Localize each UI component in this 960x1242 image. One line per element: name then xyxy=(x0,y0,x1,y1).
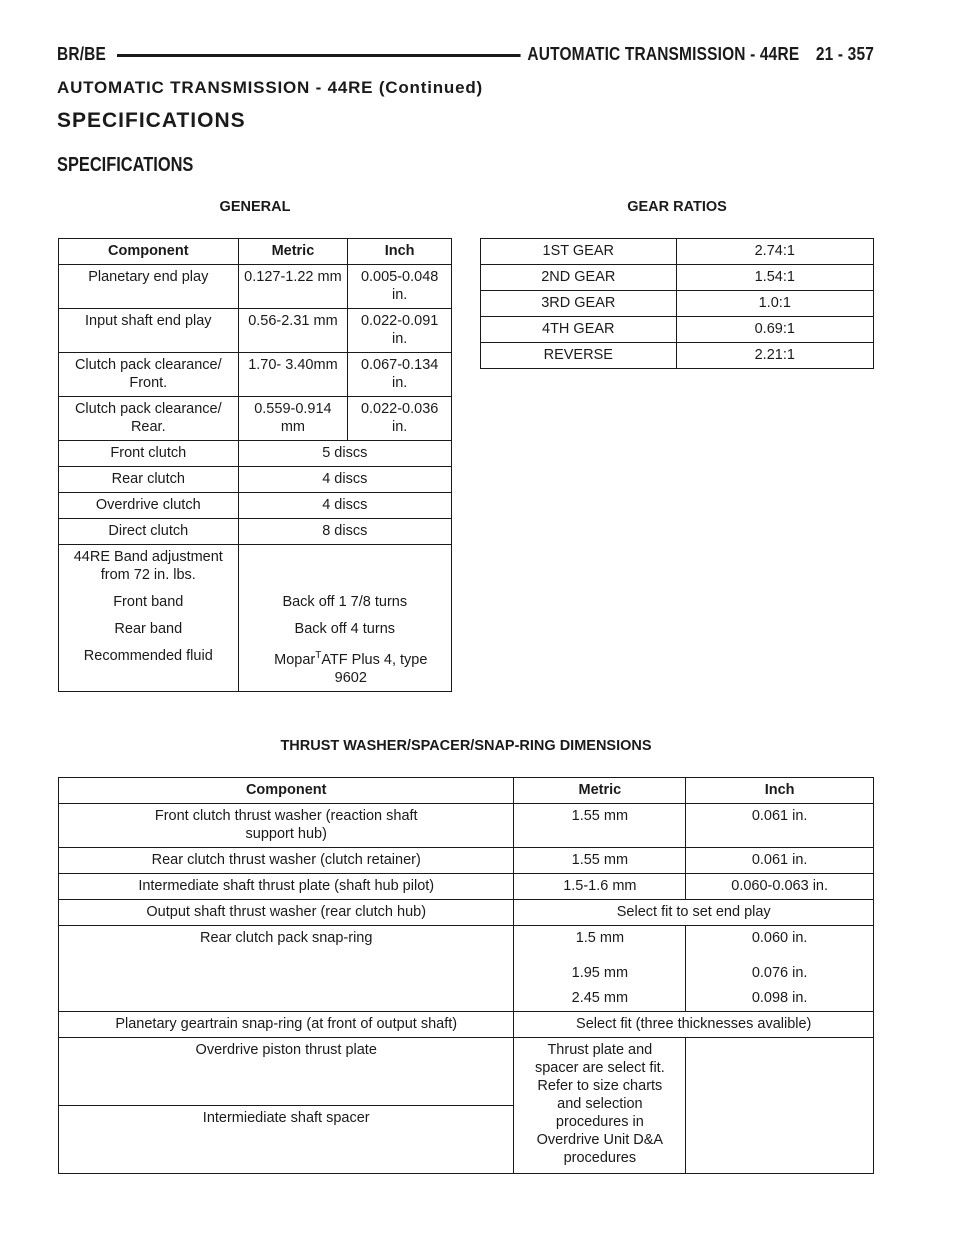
cell-component: Rear clutch pack snap-ring xyxy=(59,926,514,1012)
cell-component: Rear clutch thrust washer (clutch retainer) xyxy=(59,848,514,874)
table-row xyxy=(59,493,452,519)
table-row xyxy=(481,317,874,343)
table-row xyxy=(59,519,452,545)
cell-metric: 1.95 mm xyxy=(514,961,686,986)
cell-component: Input shaft end play xyxy=(59,309,239,353)
cell-inch: 0.098 in. xyxy=(686,986,874,1012)
table-row xyxy=(59,874,874,900)
table-row xyxy=(59,926,874,962)
cell-inch: 0.005-0.048 in. xyxy=(348,265,452,309)
cell-gear: 1ST GEAR xyxy=(481,239,677,265)
general-table xyxy=(58,238,452,692)
fluid-brand: Mopar xyxy=(274,651,316,668)
thrust-table xyxy=(58,777,874,1174)
table-row xyxy=(481,239,874,265)
header-model: BR/BE xyxy=(57,44,113,65)
cell-inch xyxy=(686,1038,874,1174)
cell-inch: 0.060-0.063 in. xyxy=(686,874,874,900)
cell-value: 8 discs xyxy=(238,519,451,545)
cell-value: Select fit to set end play xyxy=(514,900,874,926)
cell-inch: 0.076 in. xyxy=(686,961,874,986)
col-header-metric: Metric xyxy=(514,778,686,804)
thrust-header-row xyxy=(59,778,874,804)
cell-component: Front band xyxy=(59,590,239,615)
cell-inch: 0.022-0.036 in. xyxy=(348,397,452,441)
col-header-inch: Inch xyxy=(686,778,874,804)
table-row xyxy=(481,291,874,317)
page-header xyxy=(57,44,874,70)
cell-ratio: 0.69:1 xyxy=(676,317,873,343)
cell-inch: 0.061 in. xyxy=(686,804,874,848)
cell-metric: 0.56-2.31 mm xyxy=(238,309,348,353)
cell-gear: 2ND GEAR xyxy=(481,265,677,291)
cell-component: Clutch pack clearance/ Rear. xyxy=(59,397,239,441)
cell-inch: 0.060 in. xyxy=(686,926,874,962)
cell-component: Intermediate shaft thrust plate (shaft hub pilot) xyxy=(59,874,514,900)
cell-metric: 1.5-1.6 mm xyxy=(514,874,686,900)
cell-ratio: 1.54:1 xyxy=(676,265,873,291)
cell-metric: 2.45 mm xyxy=(514,986,686,1012)
table-row xyxy=(59,467,452,493)
table-row xyxy=(59,397,452,441)
select-fit-note: Thrust plate and spacer are select fit. Refer to size charts and selection procedures in Overdrive Unit D&A procedures xyxy=(514,1038,686,1174)
col-header-component: Component xyxy=(59,239,239,265)
table-row xyxy=(59,590,452,615)
col-header-metric: Metric xyxy=(238,239,348,265)
table-row xyxy=(59,804,874,848)
gear-ratios-table xyxy=(480,238,874,369)
col-header-inch: Inch xyxy=(348,239,452,265)
cell-inch: 0.067-0.134 in. xyxy=(348,353,452,397)
cell-ratio: 1.0:1 xyxy=(676,291,873,317)
cell-value xyxy=(238,545,451,591)
cell-gear: REVERSE xyxy=(481,343,677,369)
cell-component: Front clutch xyxy=(59,441,239,467)
cell-inch: 0.022-0.091 in. xyxy=(348,309,452,353)
table-row xyxy=(481,343,874,369)
cell-component: Clutch pack clearance/ Front. xyxy=(59,353,239,397)
band-adjustment-heading: 44RE Band adjustment from 72 in. lbs. xyxy=(59,545,239,591)
table-row xyxy=(59,545,452,591)
cell-value: 4 discs xyxy=(238,467,451,493)
table-row xyxy=(59,642,452,691)
cell-metric: 1.55 mm xyxy=(514,848,686,874)
fluid-value: ATF Plus 4, type 9602 xyxy=(321,651,428,686)
cell-ratio: 2.21:1 xyxy=(676,343,873,369)
cell-component: Direct clutch xyxy=(59,519,239,545)
table-row xyxy=(59,265,452,309)
table-row xyxy=(59,848,874,874)
cell-component: Planetary geartrain snap-ring (at front of output shaft) xyxy=(59,1012,514,1038)
header-rule xyxy=(117,54,524,57)
table-row xyxy=(59,309,452,353)
subsection-title: SPECIFICATIONS xyxy=(57,154,194,176)
cell-metric: 0.559-0.914 mm xyxy=(238,397,348,441)
cell-value: Back off 4 turns xyxy=(238,615,451,642)
thrust-caption: THRUST WASHER/SPACER/SNAP-RING DIMENSIONS xyxy=(280,738,652,754)
cell-component: Overdrive clutch xyxy=(59,493,239,519)
table-row xyxy=(59,441,452,467)
cell-inch: 0.061 in. xyxy=(686,848,874,874)
cell-component: Output shaft thrust washer (rear clutch hub) xyxy=(59,900,514,926)
cell-value: 5 discs xyxy=(238,441,451,467)
cell-gear: 4TH GEAR xyxy=(481,317,677,343)
cell-ratio: 2.74:1 xyxy=(676,239,873,265)
table-row xyxy=(59,615,452,642)
section-title: SPECIFICATIONS xyxy=(57,109,246,132)
cell-component: Rear band xyxy=(59,615,239,642)
col-header-component: Component xyxy=(59,778,514,804)
gear-ratios-caption: GEAR RATIOS xyxy=(627,199,727,215)
header-section-title: AUTOMATIC TRANSMISSION - 44RE xyxy=(527,44,800,64)
cell-value: 4 discs xyxy=(238,493,451,519)
header-section xyxy=(521,44,874,65)
cell-component: Overdrive piston thrust plate xyxy=(59,1038,514,1106)
cell-metric: 1.55 mm xyxy=(514,804,686,848)
cell-metric: 0.127-1.22 mm xyxy=(238,265,348,309)
cell-component: Front clutch thrust washer (reaction shaft support hub) xyxy=(59,804,514,848)
cell-component: Planetary end play xyxy=(59,265,239,309)
cell-gear: 3RD GEAR xyxy=(481,291,677,317)
cell-component: Intermiediate shaft spacer xyxy=(59,1106,514,1174)
cell-component: Rear clutch xyxy=(59,467,239,493)
table-row xyxy=(59,1038,874,1106)
cell-value: Select fit (three thicknesses avalible) xyxy=(514,1012,874,1038)
general-header-row xyxy=(59,239,452,265)
continued-title: AUTOMATIC TRANSMISSION - 44RE (Continued) xyxy=(57,78,483,97)
table-row xyxy=(481,265,874,291)
table-row xyxy=(59,1012,874,1038)
cell-value xyxy=(238,642,451,691)
table-row xyxy=(59,353,452,397)
general-caption: GENERAL xyxy=(219,199,291,215)
trademark-mark: T xyxy=(315,650,322,661)
table-row xyxy=(59,900,874,926)
cell-component: Recommended fluid xyxy=(59,642,239,691)
cell-value: Back off 1 7/8 turns xyxy=(238,590,451,615)
header-page-number: 21 - 357 xyxy=(815,44,874,64)
cell-metric: 1.70- 3.40mm xyxy=(238,353,348,397)
cell-metric: 1.5 mm xyxy=(514,926,686,962)
